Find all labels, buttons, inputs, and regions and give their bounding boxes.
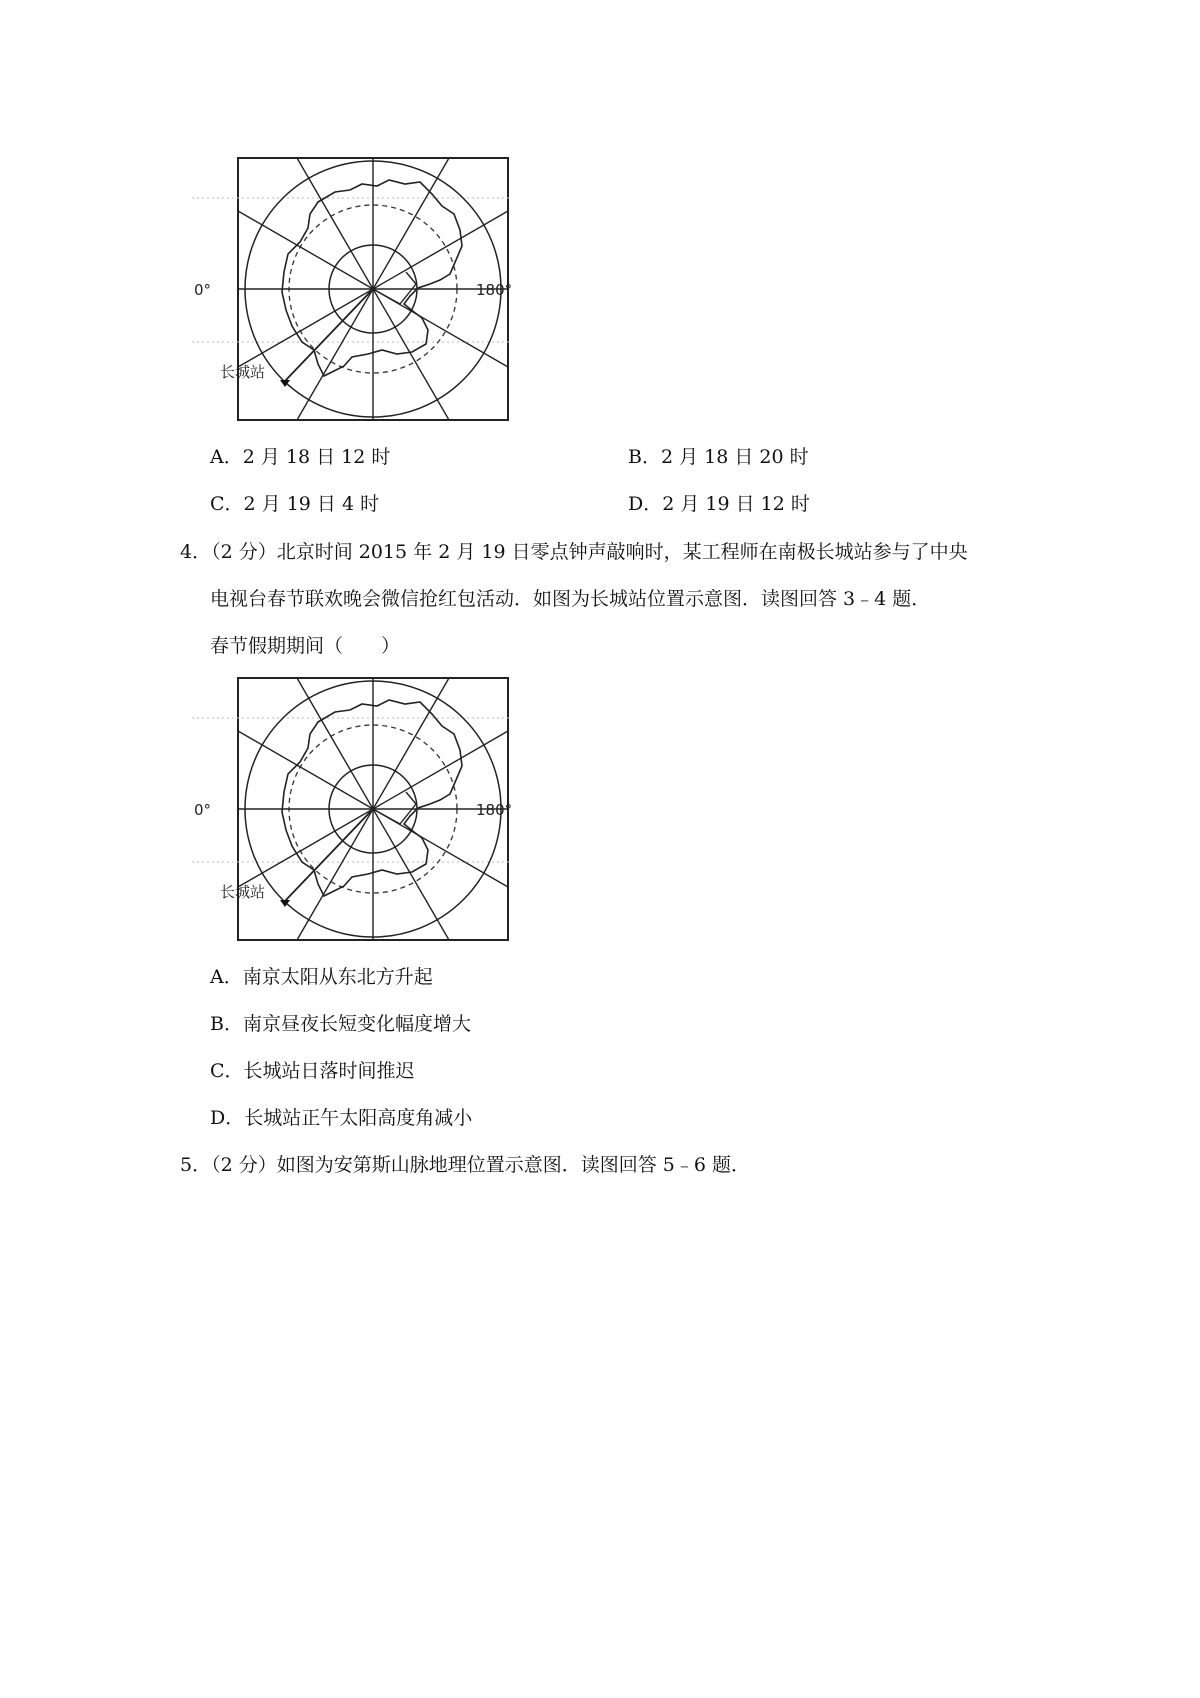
q4-option-b[interactable]: B．南京昼夜长短变化幅度增大	[210, 1013, 471, 1035]
q3-option-d[interactable]: D．2 月 19 日 12 时	[628, 493, 810, 515]
q4-stem-line-1: 4．（2 分）北京时间 2015 年 2 月 19 日零点钟声敲响时，某工程师在南极长城站参与了中央	[180, 541, 968, 563]
antarctic-map-figure-1	[192, 154, 512, 424]
q4-option-c[interactable]: C．长城站日落时间推迟	[210, 1060, 415, 1082]
meridian-180-label: 180°	[476, 281, 512, 299]
q4-option-a[interactable]: A．南京太阳从东北方升起	[210, 966, 433, 988]
q4-option-d[interactable]: D．长城站正午太阳高度角减小	[210, 1107, 473, 1129]
station-label: 长城站	[220, 363, 266, 381]
meridian-0-label: 0°	[194, 801, 212, 819]
q4-stem-line-2: 电视台春节联欢晚会微信抢红包活动．如图为长城站位置示意图．读图回答 3﹣4 题．	[210, 588, 931, 610]
q3-option-c[interactable]: C．2 月 19 日 4 时	[210, 493, 380, 515]
q4-stem-line-3: 春节假期期间（ ）	[210, 635, 401, 657]
station-label: 长城站	[220, 883, 266, 901]
q3-option-b[interactable]: B．2 月 18 日 20 时	[628, 446, 809, 468]
q5-stem-line-1: 5．（2 分）如图为安第斯山脉地理位置示意图．读图回答 5﹣6 题．	[180, 1154, 750, 1176]
meridian-180-label: 180°	[476, 801, 512, 819]
meridian-0-label: 0°	[194, 281, 212, 299]
antarctic-map-figure-2	[192, 674, 512, 944]
q3-option-a[interactable]: A．2 月 18 日 12 时	[210, 446, 391, 468]
